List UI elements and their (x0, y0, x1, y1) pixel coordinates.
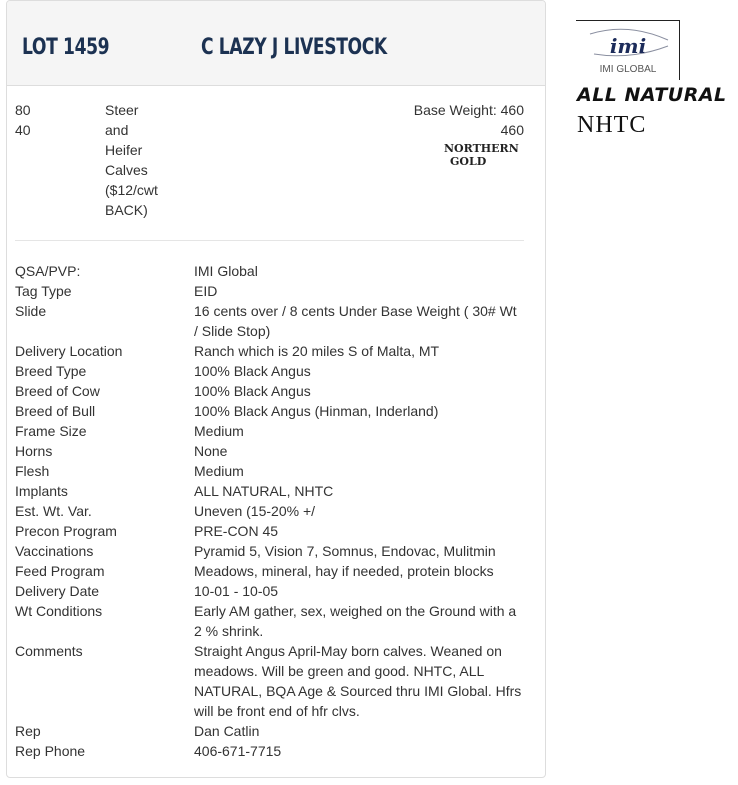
brand-logo-line2: GOLD (450, 155, 487, 168)
detail-row (15, 641, 535, 721)
lot-description (105, 100, 175, 220)
description-line: Calves (105, 162, 148, 178)
detail-value: 406-671-7715 (194, 743, 282, 759)
detail-label: Precon Program (15, 523, 117, 539)
detail-row (15, 521, 535, 541)
detail-row (15, 561, 535, 581)
detail-value: Early AM gather, sex, weighed on the Ground with a 2 % shrink. (194, 603, 517, 639)
detail-value: PRE-CON 45 (194, 523, 279, 539)
lot-summary (15, 100, 524, 220)
detail-value: 100% Black Angus (194, 363, 311, 379)
detail-row (15, 421, 535, 441)
detail-row (15, 381, 535, 401)
detail-row (15, 361, 535, 381)
nhtc-badge: NHTC (577, 112, 647, 138)
lot-header (7, 1, 545, 86)
detail-value: Medium (194, 463, 244, 479)
detail-row (15, 401, 535, 421)
base-weight: 460 (500, 122, 524, 138)
imi-logo-mark: imi (609, 34, 647, 58)
imi-global-logo-icon (576, 20, 680, 80)
detail-label: Frame Size (15, 423, 87, 439)
detail-value: Uneven (15-20% +/ (194, 503, 316, 519)
detail-label: Breed of Bull (15, 403, 96, 419)
detail-label: Horns (15, 443, 53, 459)
base-weight: Base Weight: 460 (413, 102, 524, 118)
detail-label: Breed Type (15, 363, 87, 379)
detail-label: Delivery Date (15, 583, 100, 599)
lot-number: LOT 1459 (22, 35, 110, 60)
imi-logo-caption: IMI GLOBAL (599, 64, 657, 75)
detail-value: Pyramid 5, Vision 7, Somnus, Endovac, Mulitmin (194, 543, 496, 559)
detail-row (15, 341, 535, 361)
detail-row (15, 581, 535, 601)
detail-value: 16 cents over / 8 cents Under Base Weight ( 30# Wt / Slide Stop) (194, 303, 517, 339)
head-counts (15, 100, 31, 140)
detail-label: Wt Conditions (15, 603, 103, 619)
detail-label: QSA/PVP: (15, 263, 81, 279)
detail-value: 10-01 - 10-05 (194, 583, 279, 599)
detail-row (15, 741, 535, 761)
lot-details (15, 261, 535, 761)
detail-value: IMI Global (194, 263, 258, 279)
description-line: BACK) (105, 202, 148, 218)
detail-row (15, 501, 535, 521)
detail-row (15, 481, 535, 501)
head-count: 40 (15, 122, 31, 138)
description-line: and (105, 122, 129, 138)
detail-label: Breed of Cow (15, 383, 100, 399)
brand-logo-line1: NORTHERN (444, 142, 519, 155)
detail-value: 100% Black Angus (Hinman, Inderland) (194, 403, 439, 419)
detail-value: Medium (194, 423, 244, 439)
description-line: Steer (105, 102, 139, 118)
detail-label: Tag Type (15, 283, 72, 299)
detail-value: Dan Catlin (194, 723, 260, 739)
detail-label: Rep (15, 723, 41, 739)
detail-value: Ranch which is 20 miles S of Malta, MT (194, 343, 440, 359)
detail-label: Rep Phone (15, 743, 86, 759)
detail-label: Comments (15, 643, 83, 659)
northern-gold-logo-icon (442, 140, 524, 170)
detail-value: 100% Black Angus (194, 383, 311, 399)
detail-label: Implants (15, 483, 68, 499)
detail-label: Slide (15, 303, 47, 319)
detail-row (15, 541, 535, 561)
detail-row (15, 441, 535, 461)
all-natural-badge: ALL NATURAL (577, 84, 727, 106)
head-count: 80 (15, 102, 31, 118)
detail-row (15, 261, 535, 281)
base-weights (414, 100, 524, 140)
detail-row (15, 281, 535, 301)
detail-label: Est. Wt. Var. (15, 503, 92, 519)
detail-value: ALL NATURAL, NHTC (194, 483, 334, 499)
detail-label: Vaccinations (15, 543, 94, 559)
detail-label: Delivery Location (15, 343, 123, 359)
detail-row (15, 601, 535, 641)
detail-label: Flesh (15, 463, 50, 479)
detail-label: Feed Program (15, 563, 105, 579)
detail-value: None (194, 443, 228, 459)
detail-value: EID (194, 283, 218, 299)
detail-row (15, 721, 535, 741)
detail-value: Straight Angus April-May born calves. Weaned on meadows. Will be green and good. NHTC, ALL NATURAL, BQA Age & Sourced thru IMI Global. Hfrs will be front end of hfr clvs. (194, 643, 522, 719)
detail-row (15, 301, 535, 341)
detail-value: Meadows, mineral, hay if needed, protein blocks (194, 563, 494, 579)
seller-name: C LAZY J LIVESTOCK (201, 35, 387, 60)
description-line: ($12/cwt (105, 182, 158, 198)
section-divider (15, 240, 524, 241)
description-line: Heifer (105, 142, 143, 158)
detail-row (15, 461, 535, 481)
